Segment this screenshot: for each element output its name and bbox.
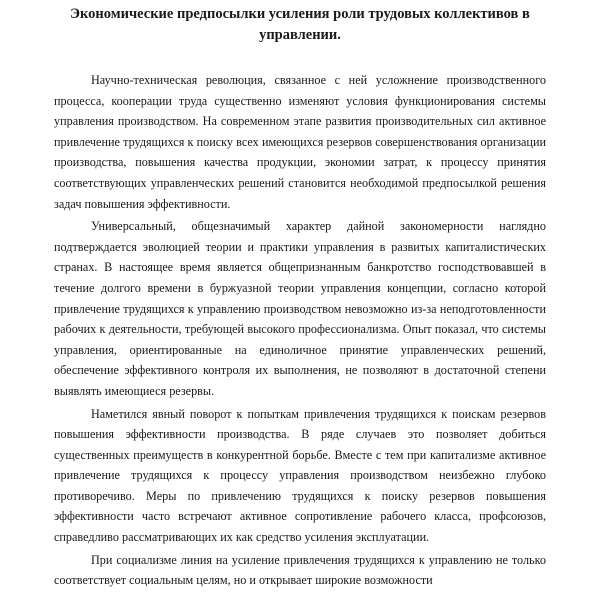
paragraph-1: Научно-техническая революция, связанное с ней усложнение производственного процесса, кооперации труда существенно изменяют условия функционирования системы управления производством. На современном этапе развития производительных сил активное привлечение трудящихся к поиску всех имеющихся резервов совершенствования организации производства, повышения качества продукции, экономии затрат, к процессу принятия соответствующих управленческих решений становится необходимой предпосылкой решения задач повышения эффективности. [54,73,546,211]
document-body [54,70,546,591]
paragraph-3: Наметился явный поворот к попыткам привлечения трудящихся к поискам резервов повышения эффективности производства. В ряде случаев это позволяет добиться существенных преимуществ в конкурентной борьбе. Вместе с тем при капитализме активное привлечение трудящихся к процессу управления производством неизбежно глубоко противоречиво. Меры по привлечению трудящихся к поиску резервов повышения эффективности часто встречают активное сопротивление рабочего класса, профсоюзов, справедливо рассматривающих их как средство усиления эксплуатации. [54,406,546,545]
paragraph-4: При социализме линия на усиление привлечения трудящихся к управлению не только соответствует социальным целям, но и открывает широкие возможности [54,552,546,588]
document-title: Экономические предпосылки усиления роли трудовых коллективов в управлении. [70,6,530,43]
paragraph-2: Универсальный, общезначимый характер дайной закономерности наглядно подтверждается эволюцией теории и практики управления в развитых капиталистических странах. В настоящее время является общепризнанным банкротство господствовавшей в течение долгого времени в буржуазной теории управления концепции, согласно которой привлечение трудящихся к управлению производством невозможно из-за неподготовленности рабочих к деятельности, требующей высокого профессионализма. Опыт показал, что системы управления, ориентированные на единоличное принятие управленческих решений, обеспечение эффективного контроля их выполнения, не позволяют в достаточной степени выявлять имеющиеся резервы. [54,219,546,398]
